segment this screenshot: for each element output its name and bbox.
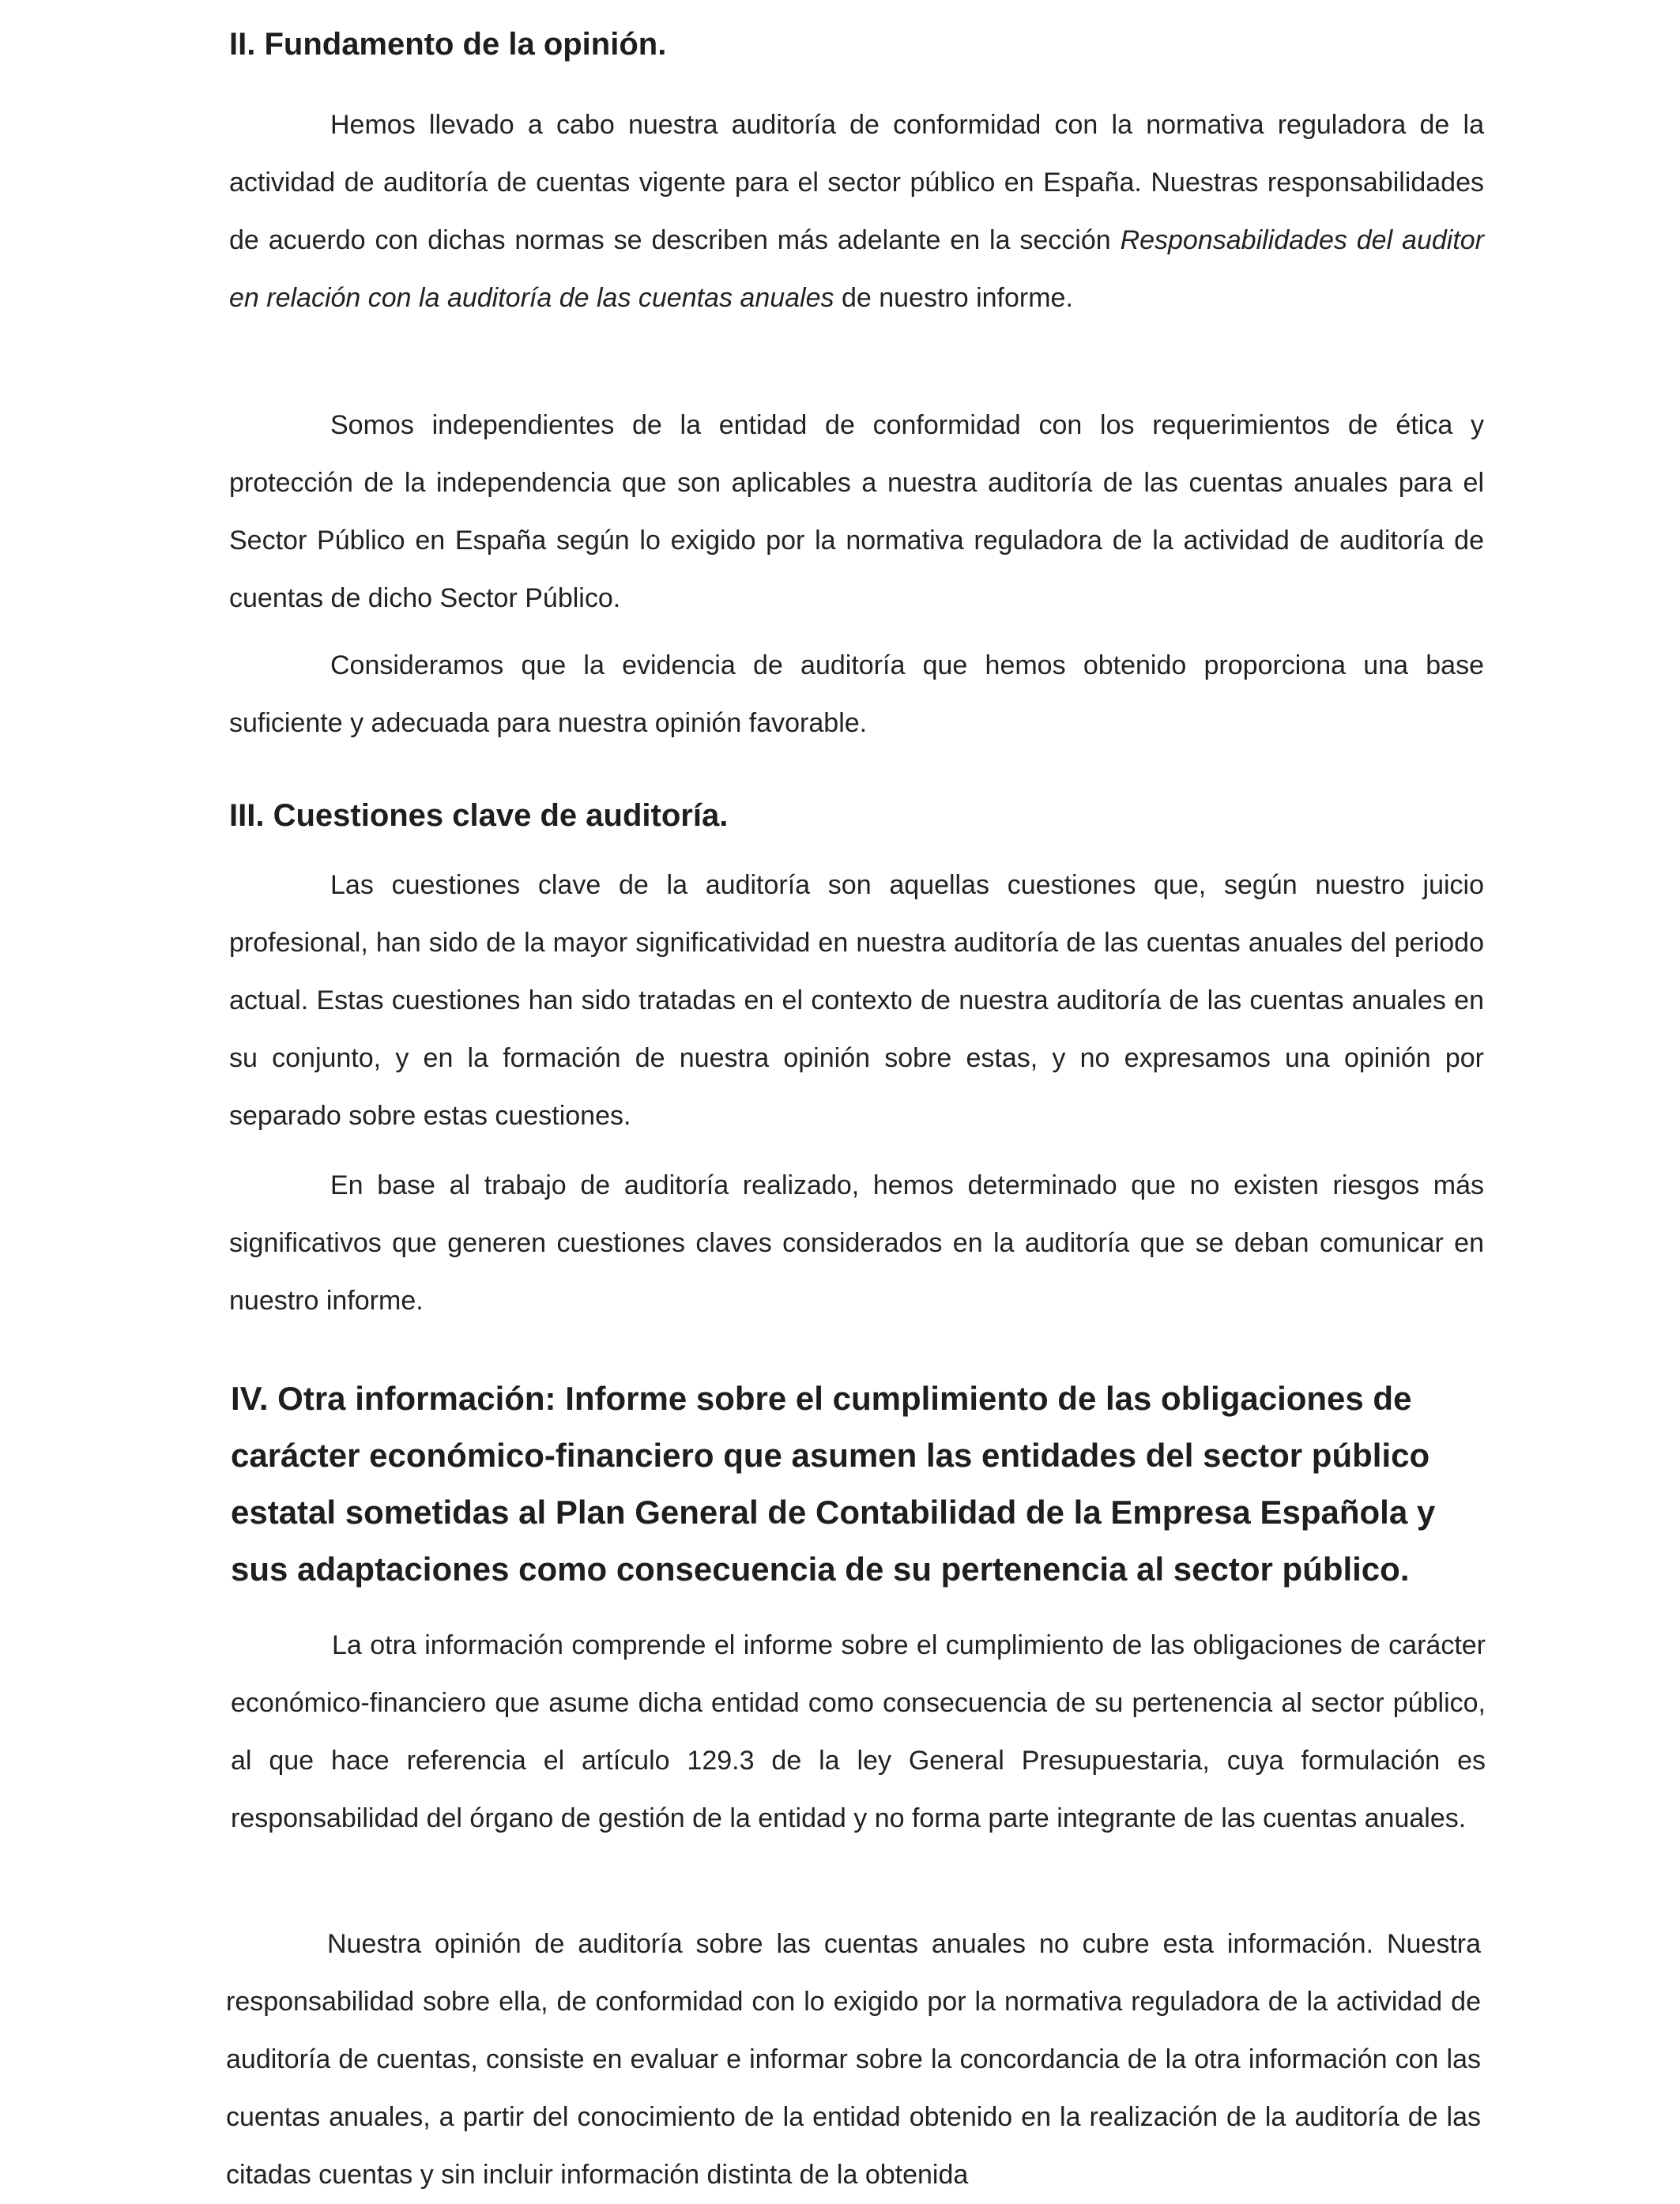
paragraph-fundamento-1-end: de nuestro informe. [834,283,1073,313]
section-title-fundamento: II. Fundamento de la opinión. [229,27,667,62]
paragraph-cuestiones-1: Las cuestiones clave de la auditoría son aquellas cuestiones que, según nuestro juicio profesional, han sido de la mayor significatividad en nuestra auditoría de las cuentas anuales del periodo actual. Estas cuestiones han sido tratadas en el contexto de nuestra auditoría de las cuentas anuales en su conjunto, y en la formación de nuestra opinión sobre estas, y no expresamos una opinión por separado sobre estas cuestiones. [229,870,1484,1131]
paragraph-otra-informacion-2: Nuestra opinión de auditoría sobre las cuentas anuales no cubre esta información. Nuestra responsabilidad sobre ella, de conformidad con lo exigido por la normativa reguladora de la actividad de auditoría de cuentas, consiste en evaluar e informar sobre la concordancia de la otra información con las cuentas anuales, a partir del conocimiento de la entidad obtenido en la realización de la auditoría de las citadas cuentas y sin incluir información distinta de la obtenida [226,1929,1481,2190]
section-title-otra-informacion: IV. Otra información: Informe sobre el cumplimiento de las obligaciones de carácter económico-financiero que asumen las entidades del sector público estatal sometidas al Plan General de Contabilidad de la Empresa Española y sus adaptaciones como consecuencia de su pertenencia al sector público. [231,1380,1436,1588]
paragraph-otra-informacion-1: La otra información comprende el informe sobre el cumplimiento de las obligaciones de carácter económico-financiero que asume dicha entidad como consecuencia de su pertenencia al sector público, al que hace referencia el artículo 129.3 de la ley General Presupuestaria, cuya formulación es responsabilidad del órgano de gestión de la entidad y no forma parte integrante de las cuentas anuales. [231,1630,1486,1833]
paragraph-fundamento-3: Consideramos que la evidencia de auditoría que hemos obtenido proporciona una base suficiente y adecuada para nuestra opinión favorable. [229,650,1484,738]
paragraph-fundamento-1 [229,96,1484,327]
paragraph-cuestiones-2: En base al trabajo de auditoría realizado, hemos determinado que no existen riesgos más significativos que generen cuestiones claves considerados en la auditoría que se deban comunicar en nuestro informe. [229,1170,1484,1316]
section-title-cuestiones: III. Cuestiones clave de auditoría. [229,798,729,833]
paragraph-fundamento-1-start: Hemos llevado a cabo nuestra auditoría de conformidad con la normativa reguladora de la actividad de auditoría de cuentas vigente para el sector público en España. Nuestras responsabilidades de acuerdo con dichas normas se describen más adelante en la sección [229,110,1484,255]
paragraph-fundamento-1-italic: Responsabilidades del auditor en relación con la auditoría de las cuentas anuales [229,225,1485,313]
paragraph-fundamento-2: Somos independientes de la entidad de conformidad con los requerimientos de ética y protección de la independencia que son aplicables a nuestra auditoría de las cuentas anuales para el Sector Público en España según lo exigido por la normativa reguladora de la actividad de auditoría de cuentas de dicho Sector Público. [229,410,1484,613]
